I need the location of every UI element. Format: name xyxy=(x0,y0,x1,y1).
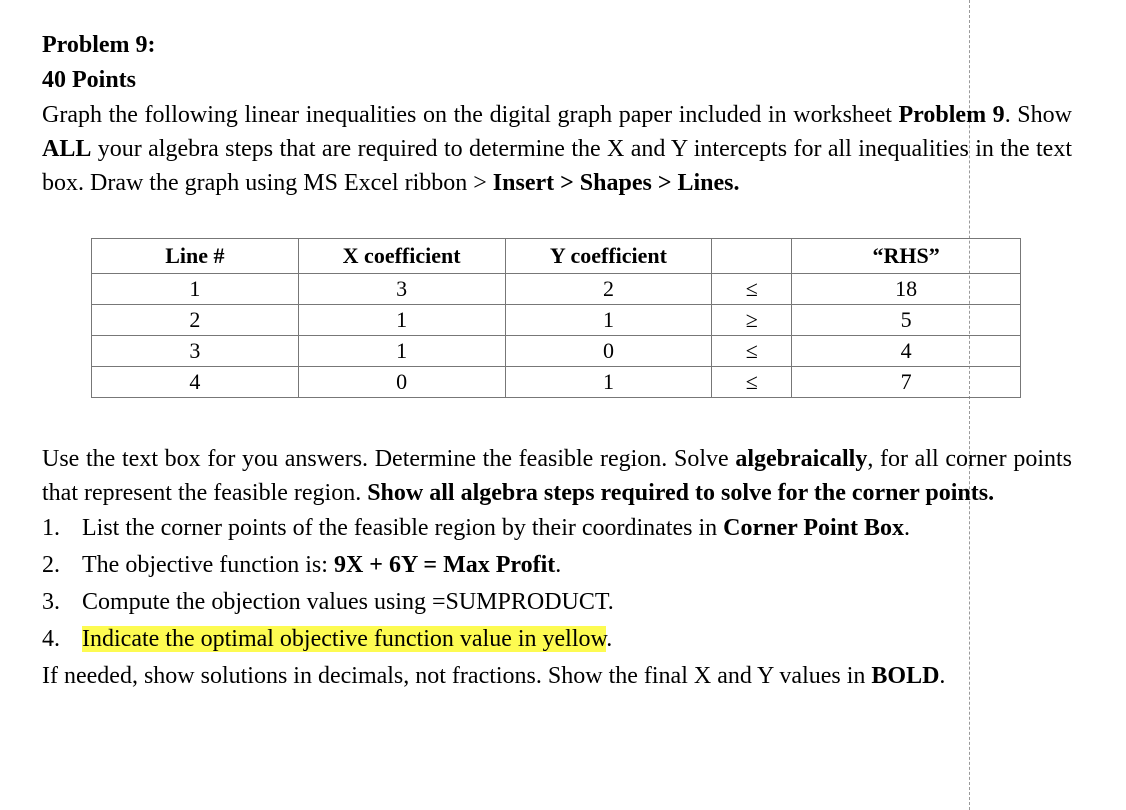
header-relation xyxy=(712,239,792,274)
cell-rhs: 7 xyxy=(792,367,1021,398)
cell-line: 3 xyxy=(92,336,299,367)
item-bold: 9X + 6Y = Max Profit xyxy=(333,552,556,578)
cell-x: 1 xyxy=(298,305,505,336)
instr-bold-2: Show all algebra steps required to solve for the corner points. xyxy=(367,480,995,506)
cell-rhs: 4 xyxy=(792,336,1021,367)
problem-title: Problem 9: xyxy=(42,32,156,58)
table-row xyxy=(92,274,1021,305)
list-number: 4. xyxy=(42,626,60,652)
instr-text-2: , for all corner points that represent the feasible region. xyxy=(42,446,1072,506)
table-row xyxy=(92,305,1021,336)
item-bold: Corner Point Box xyxy=(723,515,905,541)
cell-y: 2 xyxy=(505,274,712,305)
list-item xyxy=(42,584,1072,621)
cell-line: 4 xyxy=(92,367,299,398)
item-text: Compute the objection values using =SUMPRODUCT. xyxy=(82,589,614,615)
instructions-paragraph xyxy=(42,442,1072,510)
list-item xyxy=(42,547,1072,584)
table-row xyxy=(92,367,1021,398)
list-number: 3. xyxy=(42,589,60,615)
intro-bold-2: ALL xyxy=(42,136,92,162)
instruction-list xyxy=(42,510,1072,658)
cell-y: 0 xyxy=(505,336,712,367)
coefficient-table xyxy=(91,238,1021,398)
list-number: 2. xyxy=(42,552,60,578)
problem-intro xyxy=(42,98,1072,200)
intro-text-3: your algebra steps that are required to determine the X and Y intercepts for all inequalities in the text box. Draw the graph using MS Excel ribbon > xyxy=(42,136,1072,196)
cell-y: 1 xyxy=(505,305,712,336)
cell-rhs: 5 xyxy=(792,305,1021,336)
cell-x: 3 xyxy=(298,274,505,305)
header-line-number: Line # xyxy=(92,239,299,274)
cell-relation: ≤ xyxy=(712,367,792,398)
cell-rhs: 18 xyxy=(792,274,1021,305)
cell-line: 2 xyxy=(92,305,299,336)
item-end: . xyxy=(555,552,562,578)
cell-line: 1 xyxy=(92,274,299,305)
final-text: If needed, show solutions in decimals, not fractions. Show the final X and Y values in xyxy=(42,663,872,689)
list-item xyxy=(42,510,1072,547)
instructions-section xyxy=(42,442,1072,695)
cell-relation: ≤ xyxy=(712,336,792,367)
instr-bold-1: algebraically xyxy=(735,446,868,472)
cell-x: 1 xyxy=(298,336,505,367)
instr-text-1: Use the text box for you answers. Determine the feasible region. Solve xyxy=(42,446,736,472)
problem-points: 40 Points xyxy=(42,67,137,93)
table-header-row xyxy=(92,239,1021,274)
intro-text-2: . Show xyxy=(1004,102,1072,128)
intro-bold-3: Insert > Shapes > Lines. xyxy=(492,170,740,196)
cell-relation: ≤ xyxy=(712,274,792,305)
item-end: . xyxy=(904,515,911,541)
header-x-coefficient: X coefficient xyxy=(298,239,505,274)
table-row xyxy=(92,336,1021,367)
cell-x: 0 xyxy=(298,367,505,398)
highlighted-text: Indicate the optimal objective function value in yellow xyxy=(82,626,607,652)
list-item xyxy=(42,621,1072,658)
list-number: 1. xyxy=(42,515,60,541)
cell-y: 1 xyxy=(505,367,712,398)
header-rhs: “RHS” xyxy=(792,239,1021,274)
item-text: The objective function is: xyxy=(82,552,334,578)
header-y-coefficient: Y coefficient xyxy=(505,239,712,274)
problem-header xyxy=(42,28,1072,200)
cell-relation: ≥ xyxy=(712,305,792,336)
final-bold: BOLD xyxy=(871,663,940,689)
final-end: . xyxy=(939,663,946,689)
final-note xyxy=(42,658,1072,695)
item-text: List the corner points of the feasible region by their coordinates in xyxy=(82,515,724,541)
intro-bold-1: Problem 9 xyxy=(898,102,1005,128)
intro-text-1: Graph the following linear inequalities on the digital graph paper included in worksheet xyxy=(42,102,899,128)
item-end: . xyxy=(606,626,613,652)
